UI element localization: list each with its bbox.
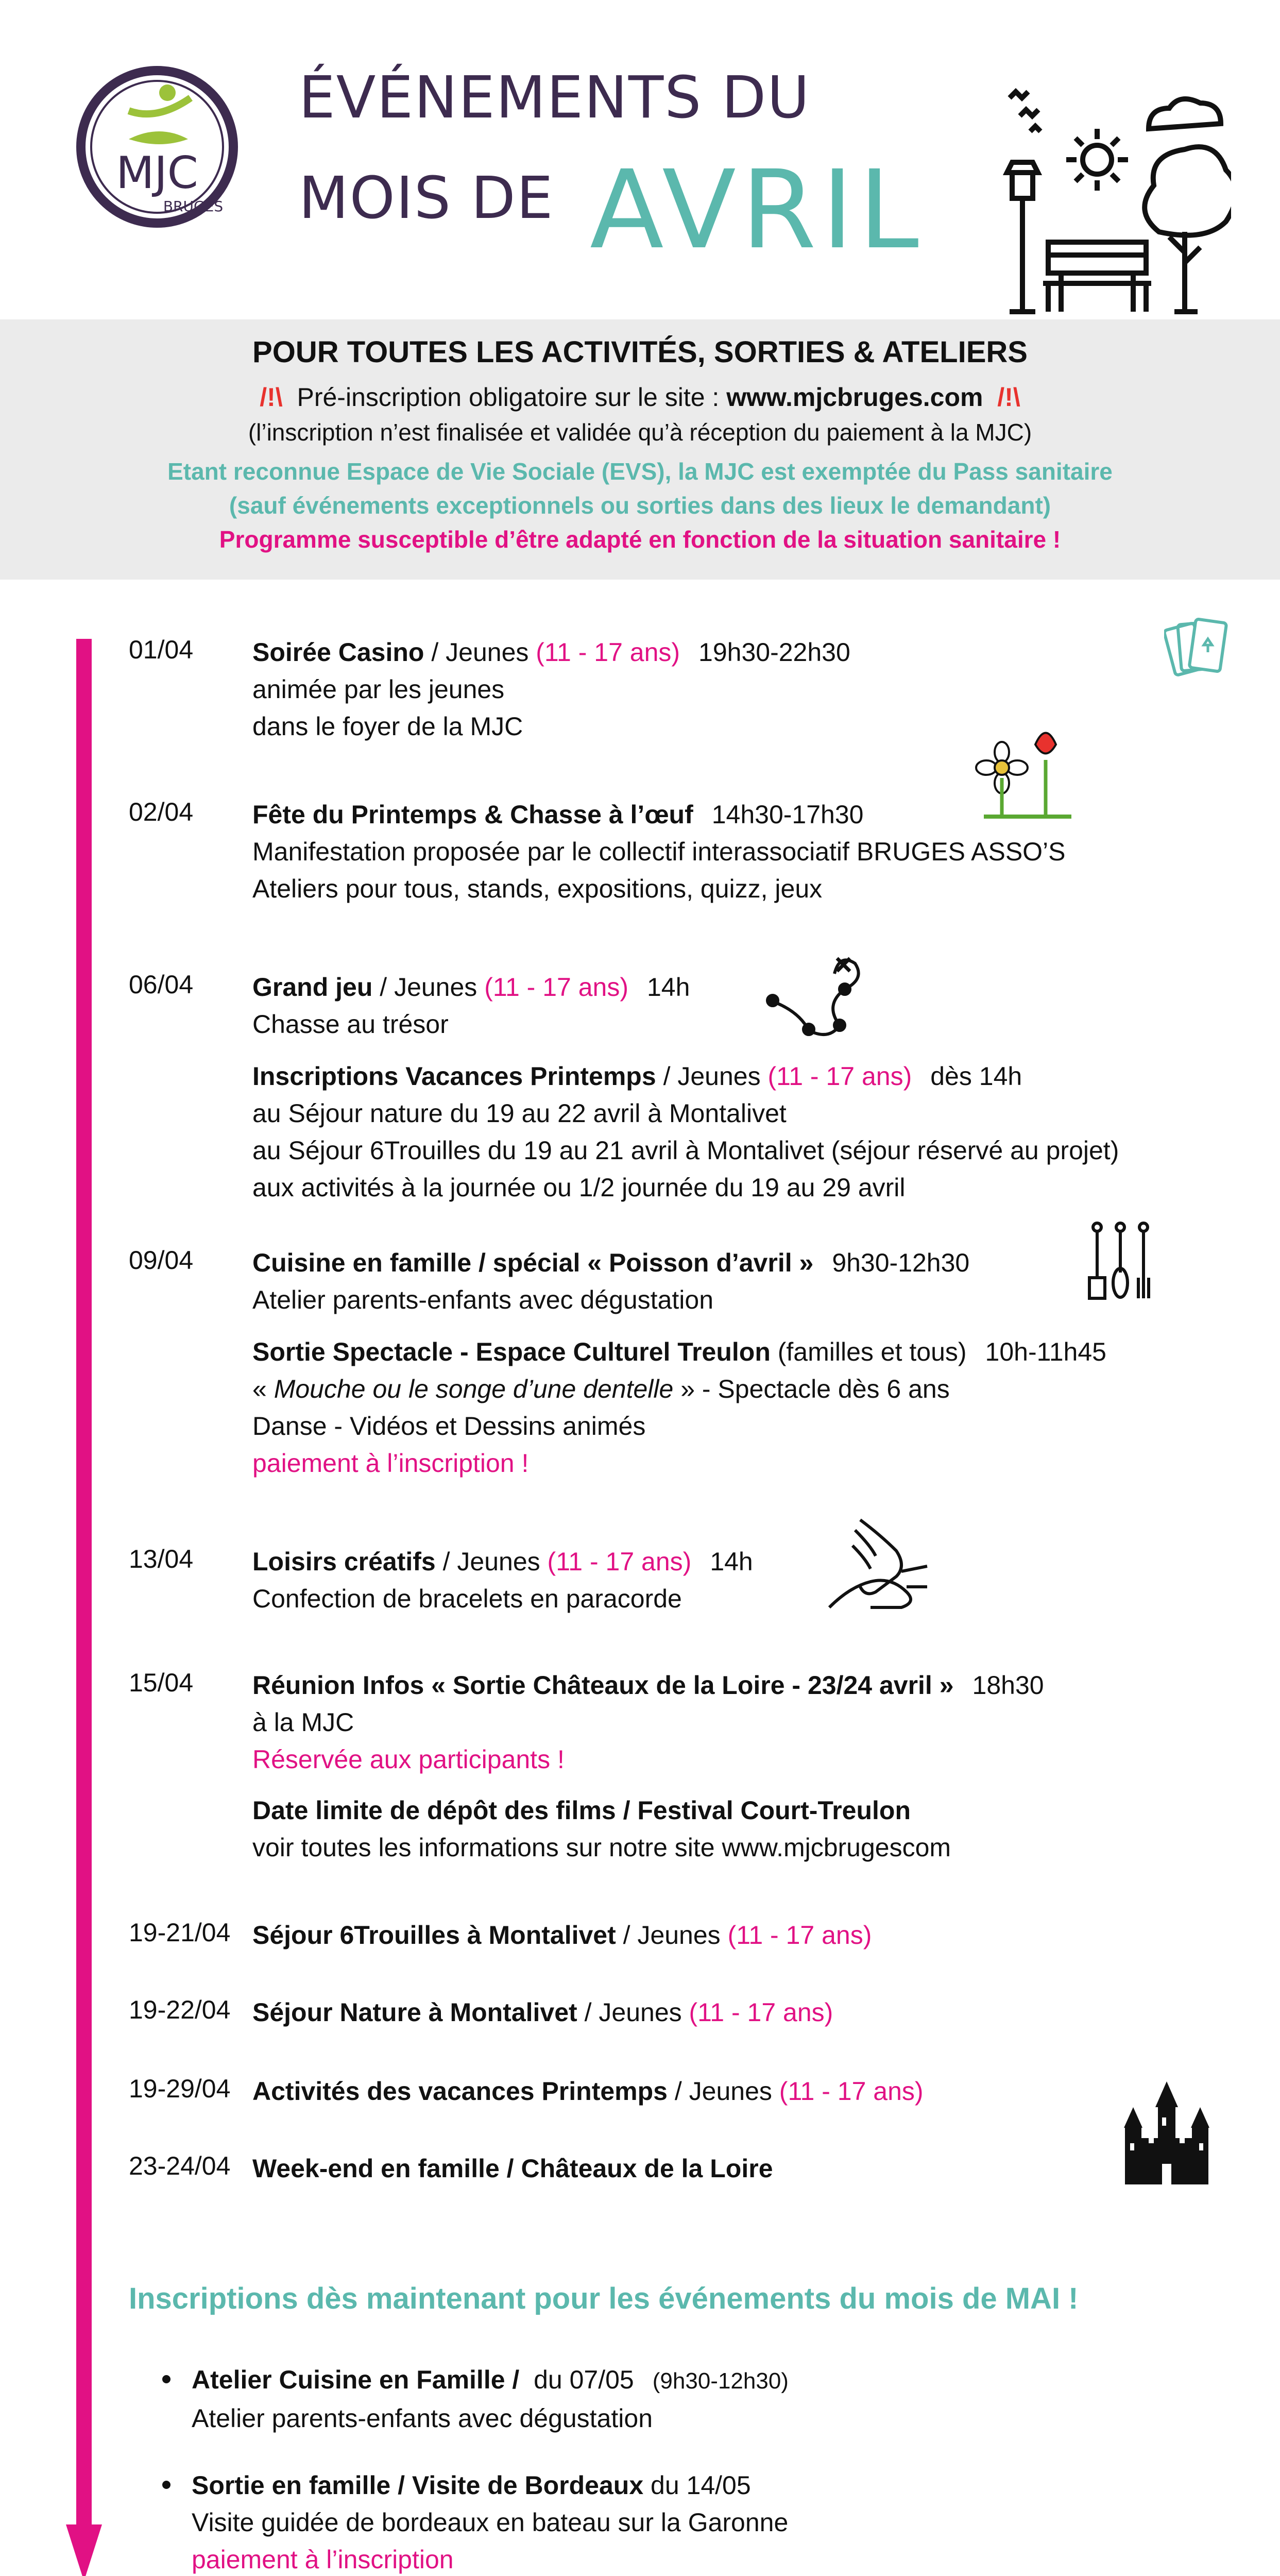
warning-icon: /!\ (260, 383, 283, 412)
event-desc: voir toutes les informations sur notre site www.mjcbrugescom (252, 1833, 951, 1862)
mai-item-atelier-cuisine (192, 2361, 789, 2437)
event-date: 06/04 (129, 970, 194, 999)
event-title: Réunion Infos « Sortie Châteaux de la Loire - 23/24 avril » (252, 1671, 954, 1700)
event-time: 14h30-17h30 (711, 800, 864, 829)
event-date: 02/04 (129, 798, 194, 826)
event-title: Week-end en famille / Châteaux de la Loire (252, 2154, 773, 2183)
audience: / Jeunes (431, 638, 529, 667)
event-title: Date limite de dépôt des films / Festival Court-Treulon (252, 1796, 911, 1825)
event-desc: animée par les jeunes (252, 675, 505, 704)
event-desc: au Séjour 6Trouilles du 19 au 21 avril à Montalivet (séjour réservé au projet) (252, 1136, 1119, 1165)
event-desc: Chasse au trésor (252, 1010, 449, 1039)
event-time: 18h30 (972, 1671, 1044, 1700)
event-desc: à la MJC (252, 1708, 354, 1737)
audience: / Jeunes (442, 1547, 540, 1576)
event-desc: dans le foyer de la MJC (252, 712, 523, 741)
info-band (0, 319, 1280, 580)
event-inscriptions-vacances (252, 1058, 1119, 1206)
timeline-arrow-icon (66, 2524, 102, 2576)
event-time: 14h (710, 1547, 753, 1576)
preinscription-line (0, 382, 1280, 412)
programme-note: Programme susceptible d’être adapté en fonction de la situation sanitaire ! (219, 526, 1061, 553)
event-desc: Confection de bracelets en paracorde (252, 1584, 682, 1613)
evs-line-1: Etant reconnue Espace de Vie Sociale (EVS), la MJC est exemptée du Pass sanitaire (167, 458, 1113, 485)
mai-item-date: du 07/05 (534, 2365, 634, 2394)
event-desc: aux activités à la journée ou 1/2 journée du 19 au 29 avril (252, 1173, 906, 1202)
age-range: (11 - 17 ans) (536, 638, 680, 667)
payment-note: paiement à l’inscription ! (252, 1449, 529, 1478)
event-time: 19h30-22h30 (698, 638, 850, 667)
mai-item-time: (9h30-12h30) (652, 2368, 789, 2394)
kitchen-utensils-icon (1082, 1221, 1159, 1303)
event-desc: Atelier parents-enfants avec dégustation (252, 1285, 713, 1314)
event-date: 09/04 (129, 1246, 194, 1275)
hands-icon (824, 1510, 932, 1618)
site-link[interactable]: www.mjcbruges.com (726, 383, 983, 412)
bullet-icon (162, 2481, 170, 2489)
event-title: Loisirs créatifs (252, 1547, 436, 1576)
event-activites-vacances (252, 2073, 924, 2110)
quote: « (252, 1375, 274, 1403)
evs-line-2: (sauf événements exceptionnels ou sorties dans des lieux le demandant) (229, 492, 1051, 519)
svg-text:MJC: MJC (116, 147, 198, 199)
audience: / Jeunes (380, 973, 477, 1002)
flowers-icon (974, 724, 1077, 827)
event-date: 01/04 (129, 635, 194, 664)
audience: / Jeunes (623, 1921, 721, 1950)
event-fete-printemps (252, 796, 1066, 907)
preinscription-text: Pré-inscription obligatoire sur le site : (297, 383, 720, 412)
show-desc: » - Spectacle dès 6 ans (673, 1375, 950, 1403)
band-heading: POUR TOUTES LES ACTIVITÉS, SORTIES & ATELIERS (252, 335, 1028, 369)
title-line-2: MOIS DE (299, 165, 554, 232)
event-cuisine-famille (252, 1244, 969, 1318)
title-line-1: ÉVÉNEMENTS DU (299, 64, 811, 131)
age-range: (11 - 17 ans) (547, 1547, 692, 1576)
event-title: Fête du Printemps & Chasse à l’œuf (252, 800, 693, 829)
event-desc: Manifestation proposée par le collectif interassociatif BRUGES ASSO’S (252, 837, 1066, 866)
age-range: (11 - 17 ans) (779, 2077, 924, 2106)
event-desc: au Séjour nature du 19 au 22 avril à Montalivet (252, 1099, 787, 1128)
event-date: 19-22/04 (129, 1995, 231, 2024)
mai-item-title: Atelier Cuisine en Famille / (192, 2365, 520, 2394)
event-weekend-chateaux (252, 2150, 773, 2187)
mjc-logo (72, 62, 242, 232)
bullet-icon (162, 2375, 170, 2383)
event-title: Grand jeu (252, 973, 373, 1002)
warning-icon: /!\ (997, 383, 1020, 412)
event-title: Activités des vacances Printemps (252, 2077, 668, 2106)
event-soiree-casino (252, 634, 850, 745)
event-time: 14h (646, 973, 690, 1002)
event-desc: Danse - Vidéos et Dessins animés (252, 1412, 646, 1440)
event-title: Séjour 6Trouilles à Montalivet (252, 1921, 616, 1950)
event-desc: Ateliers pour tous, stands, expositions, quizz, jeux (252, 874, 823, 903)
audience: / Jeunes (663, 1062, 761, 1091)
park-bench-illustration-icon (999, 77, 1231, 319)
show-name: Mouche ou le songe d’une dentelle (274, 1375, 674, 1403)
event-title: Cuisine en famille / spécial « Poisson d’avril » (252, 1248, 814, 1277)
age-range: (11 - 17 ans) (484, 973, 628, 1002)
mai-heading: Inscriptions dès maintenant pour les événements du mois de MAI ! (129, 2282, 1079, 2315)
event-reunion-infos (252, 1667, 1044, 1778)
event-title: Soirée Casino (252, 638, 424, 667)
age-range: (11 - 17 ans) (727, 1921, 872, 1950)
mai-item-title: Sortie en famille / Visite de Bordeaux (192, 2471, 644, 2500)
event-time: 9h30-12h30 (832, 1248, 970, 1277)
event-date: 15/04 (129, 1668, 194, 1697)
event-sejour-nature (252, 1994, 833, 2031)
event-date: 23-24/04 (129, 2151, 231, 2180)
event-title: Inscriptions Vacances Printemps (252, 1062, 656, 1091)
event-date: 13/04 (129, 1545, 194, 1573)
event-title: Sortie Spectacle - Espace Culturel Treulon (252, 1337, 771, 1366)
event-grand-jeu (252, 969, 690, 1043)
mai-item-date: du 14/05 (643, 2471, 751, 2500)
title-month: AVRIL (590, 147, 924, 273)
age-range: (11 - 17 ans) (689, 1998, 833, 2027)
event-note: Réservée aux participants ! (252, 1745, 565, 1774)
event-loisirs-creatifs (252, 1543, 753, 1617)
payment-note: paiement à l’inscription (192, 2545, 454, 2574)
event-time: dès 14h (930, 1062, 1022, 1091)
event-sortie-spectacle (252, 1333, 1106, 1482)
svg-text:BRUGES: BRUGES (163, 198, 224, 215)
event-date: 19-21/04 (129, 1918, 231, 1947)
timeline-bar (76, 639, 92, 2530)
event-date-limite-films (252, 1792, 951, 1866)
event-time: 10h-11h45 (985, 1337, 1106, 1366)
event-date: 19-29/04 (129, 2074, 231, 2103)
audience: / Jeunes (584, 1998, 682, 2027)
audience: / Jeunes (674, 2077, 772, 2106)
event-title: Séjour Nature à Montalivet (252, 1998, 577, 2027)
event-sub: (familles et tous) (777, 1337, 967, 1366)
finalisee-text: (l’inscription n’est finalisée et validée qu’à réception du paiement à la MJC) (248, 419, 1032, 446)
mai-item-desc: Visite guidée de bordeaux en bateau sur la Garonne (192, 2508, 789, 2537)
mai-item-desc: Atelier parents-enfants avec dégustation (192, 2404, 653, 2433)
event-sejour-6trouilles (252, 1917, 872, 1954)
mai-item-sortie-bordeaux (192, 2467, 788, 2576)
castle-icon (1118, 2081, 1216, 2184)
age-range: (11 - 17 ans) (767, 1062, 912, 1091)
playing-cards-icon (1164, 611, 1234, 688)
treasure-path-icon (762, 943, 886, 1046)
